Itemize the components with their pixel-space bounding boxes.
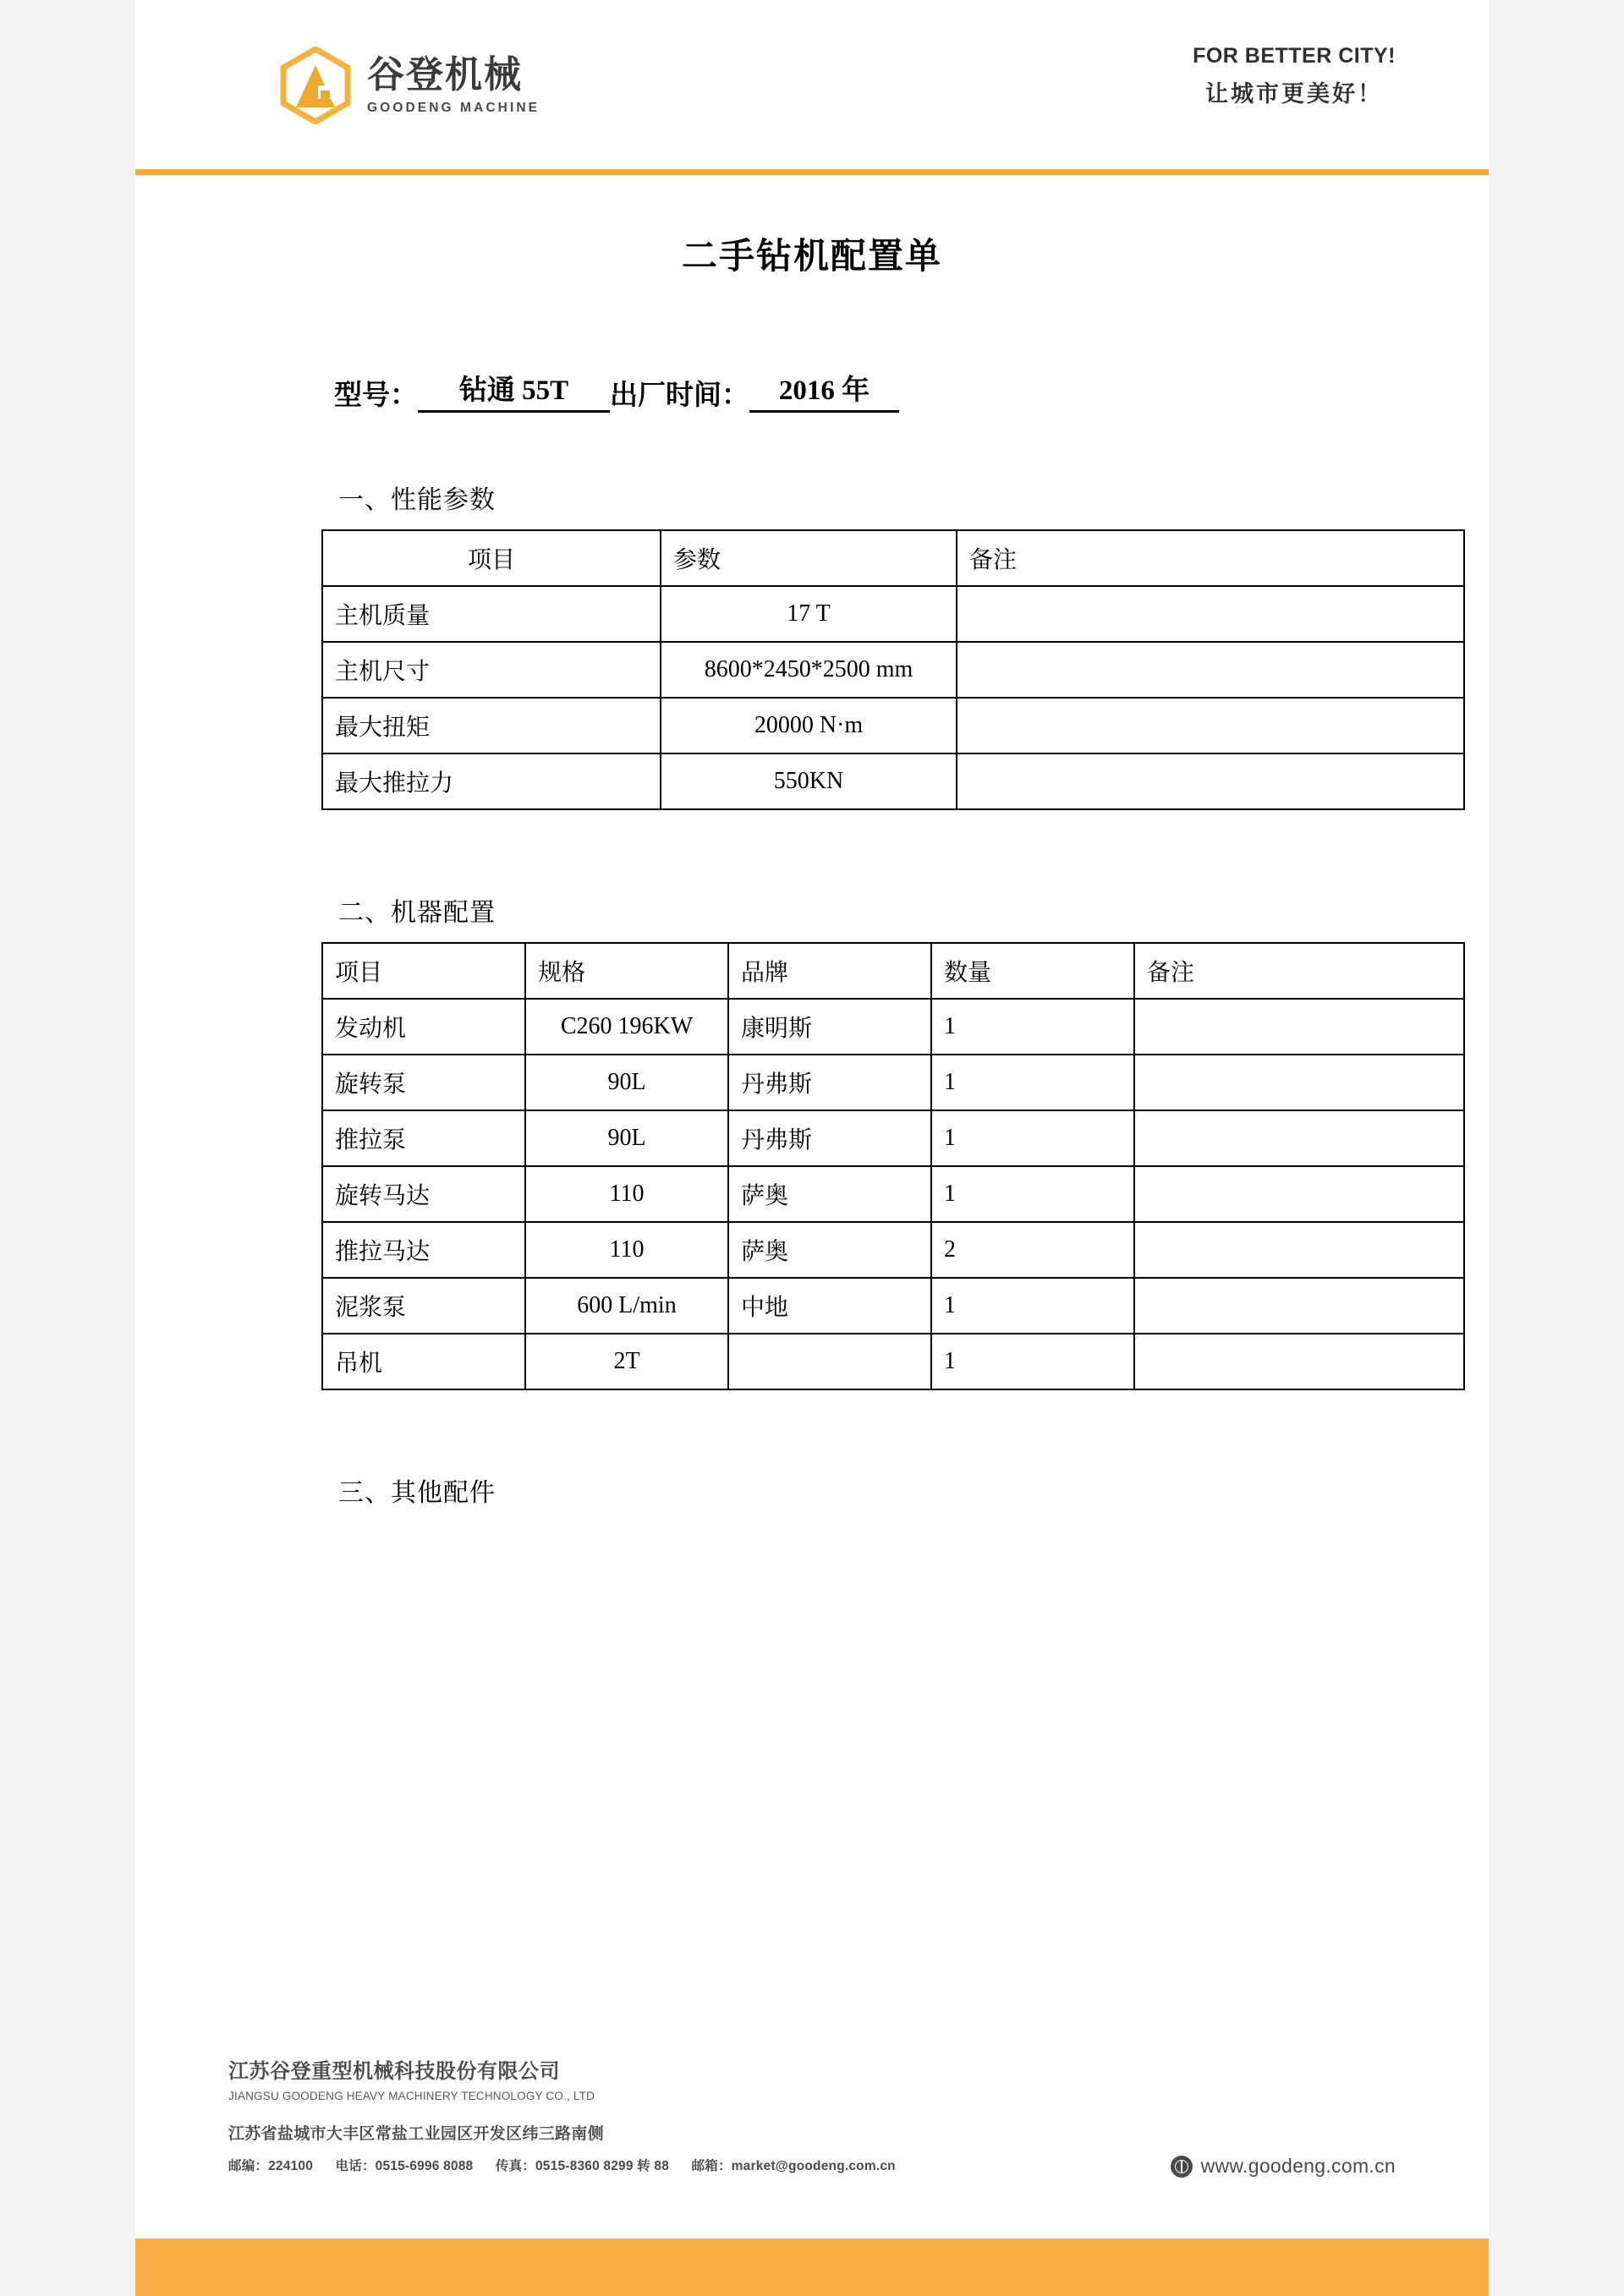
cell-qty: 1 <box>931 1110 1134 1166</box>
table-row <box>322 1334 1464 1389</box>
cell-brand: 萨奥 <box>728 1166 931 1222</box>
cell-brand: 康明斯 <box>728 999 931 1055</box>
cell-spec: 110 <box>525 1222 728 1278</box>
footer-website-link[interactable] <box>1171 2155 1396 2178</box>
document-content <box>135 228 1489 1509</box>
tagline-chinese: 让城市更美好！ <box>1205 81 1384 107</box>
cell-remark <box>1134 1055 1464 1110</box>
cell-value: 8600*2450*2500 mm <box>661 642 957 698</box>
table-row <box>322 1166 1464 1222</box>
cell-spec: 2T <box>525 1334 728 1389</box>
brand-text-block <box>367 53 540 115</box>
cell-brand: 丹弗斯 <box>728 1055 931 1110</box>
column-header-remark: 备注 <box>1134 943 1464 999</box>
cell-remark <box>1134 1222 1464 1278</box>
cell-spec: C260 196KW <box>525 999 728 1055</box>
document-page <box>135 0 1489 2296</box>
column-header-parameter: 参数 <box>661 530 957 586</box>
cell-remark <box>1134 1278 1464 1334</box>
section-heading-machine-config: 二、机器配置 <box>338 899 496 927</box>
table-row <box>322 753 1464 809</box>
table-row <box>322 999 1464 1055</box>
cell-item: 推拉马达 <box>322 1222 525 1278</box>
column-header-quantity: 数量 <box>931 943 1134 999</box>
brand-name-cn: 谷登机械 <box>367 53 523 96</box>
column-header-item: 项目 <box>322 943 525 999</box>
model-label: 型号： <box>334 381 418 411</box>
cell-spec: 600 L/min <box>525 1278 728 1334</box>
column-header-remark: 备注 <box>957 530 1464 586</box>
tagline-english: FOR BETTER CITY! <box>1193 44 1396 68</box>
cell-item: 泥浆泵 <box>322 1278 525 1334</box>
cell-item: 主机质量 <box>322 586 661 642</box>
cell-spec: 90L <box>525 1110 728 1166</box>
column-header-spec: 规格 <box>525 943 728 999</box>
cell-item: 推拉泵 <box>322 1110 525 1166</box>
table-row <box>322 1222 1464 1278</box>
footer-website-text: www.goodeng.com.cn <box>1200 2155 1396 2177</box>
table-row <box>322 1110 1464 1166</box>
cell-brand <box>728 1334 931 1389</box>
cell-brand: 萨奥 <box>728 1222 931 1278</box>
table-row <box>322 1278 1464 1334</box>
table-row <box>322 698 1464 753</box>
cell-spec: 110 <box>525 1166 728 1222</box>
page-footer <box>135 2044 1489 2296</box>
cell-spec: 90L <box>525 1055 728 1110</box>
cell-value: 550KN <box>661 753 957 809</box>
cell-value: 17 T <box>661 586 957 642</box>
column-header-brand: 品牌 <box>728 943 931 999</box>
cell-remark <box>957 642 1464 698</box>
cell-remark <box>957 698 1464 753</box>
header-divider-rule <box>135 169 1489 175</box>
footer-address: 江苏省盐城市大丰区常盐工业园区开发区纬三路南侧 <box>228 2125 604 2143</box>
cell-brand: 丹弗斯 <box>728 1110 931 1166</box>
cell-remark <box>957 753 1464 809</box>
globe-icon <box>1171 2156 1193 2178</box>
cell-qty: 1 <box>931 1166 1134 1222</box>
footer-company-name-cn: 江苏谷登重型机械科技股份有限公司 <box>228 2060 560 2083</box>
footer-fax: 传真：0515-8360 8299 转 88 <box>495 2159 670 2173</box>
cell-item: 最大推拉力 <box>322 753 661 809</box>
footer-phone: 电话：0515-6996 8088 <box>335 2159 474 2173</box>
footer-content <box>135 2044 1489 2238</box>
cell-qty: 1 <box>931 1278 1134 1334</box>
company-logo <box>279 47 540 124</box>
model-info-line <box>334 368 1396 413</box>
cell-qty: 2 <box>931 1222 1134 1278</box>
table-row <box>322 1055 1464 1110</box>
cell-item: 主机尺寸 <box>322 642 661 698</box>
manufacture-year-label: 出厂时间： <box>610 381 749 411</box>
cell-remark <box>1134 1110 1464 1166</box>
table-header-row <box>322 530 1464 586</box>
table-row <box>322 586 1464 642</box>
section-heading-other-accessories: 三、其他配件 <box>338 1479 496 1507</box>
cell-remark <box>1134 1166 1464 1222</box>
cell-remark <box>1134 999 1464 1055</box>
machine-configuration-table <box>321 942 1465 1390</box>
column-header-item: 项目 <box>322 530 661 586</box>
section-heading-performance: 一、性能参数 <box>338 486 496 514</box>
cell-remark <box>1134 1334 1464 1389</box>
manufacture-year-value: 2016 年 <box>749 368 899 413</box>
cell-remark <box>957 586 1464 642</box>
cell-item: 旋转马达 <box>322 1166 525 1222</box>
cell-qty: 1 <box>931 999 1134 1055</box>
table-header-row <box>322 943 1464 999</box>
cell-item: 吊机 <box>322 1334 525 1389</box>
brand-name-en: GOODENG MACHINE <box>367 100 540 115</box>
cell-item: 最大扭矩 <box>322 698 661 753</box>
performance-parameters-table <box>321 529 1465 810</box>
footer-company-name-en: JIANGSU GOODENG HEAVY MACHINERY TECHNOLOGY CO., LTD <box>228 2090 595 2102</box>
footer-email: 邮箱：market@goodeng.com.cn <box>691 2159 896 2173</box>
cell-qty: 1 <box>931 1334 1134 1389</box>
tagline-block <box>1193 44 1396 108</box>
page-title: 二手钻机配置单 <box>681 238 942 277</box>
page-header <box>135 0 1489 178</box>
cell-brand: 中地 <box>728 1278 931 1334</box>
goodeng-hexagon-logo-icon <box>279 47 352 124</box>
table-row <box>322 642 1464 698</box>
cell-qty: 1 <box>931 1055 1134 1110</box>
cell-item: 发动机 <box>322 999 525 1055</box>
cell-item: 旋转泵 <box>322 1055 525 1110</box>
footer-orange-bar <box>135 2238 1489 2296</box>
cell-value: 20000 N·m <box>661 698 957 753</box>
footer-postcode: 邮编：224100 <box>228 2159 314 2173</box>
model-value: 钻通 55T <box>418 368 610 413</box>
